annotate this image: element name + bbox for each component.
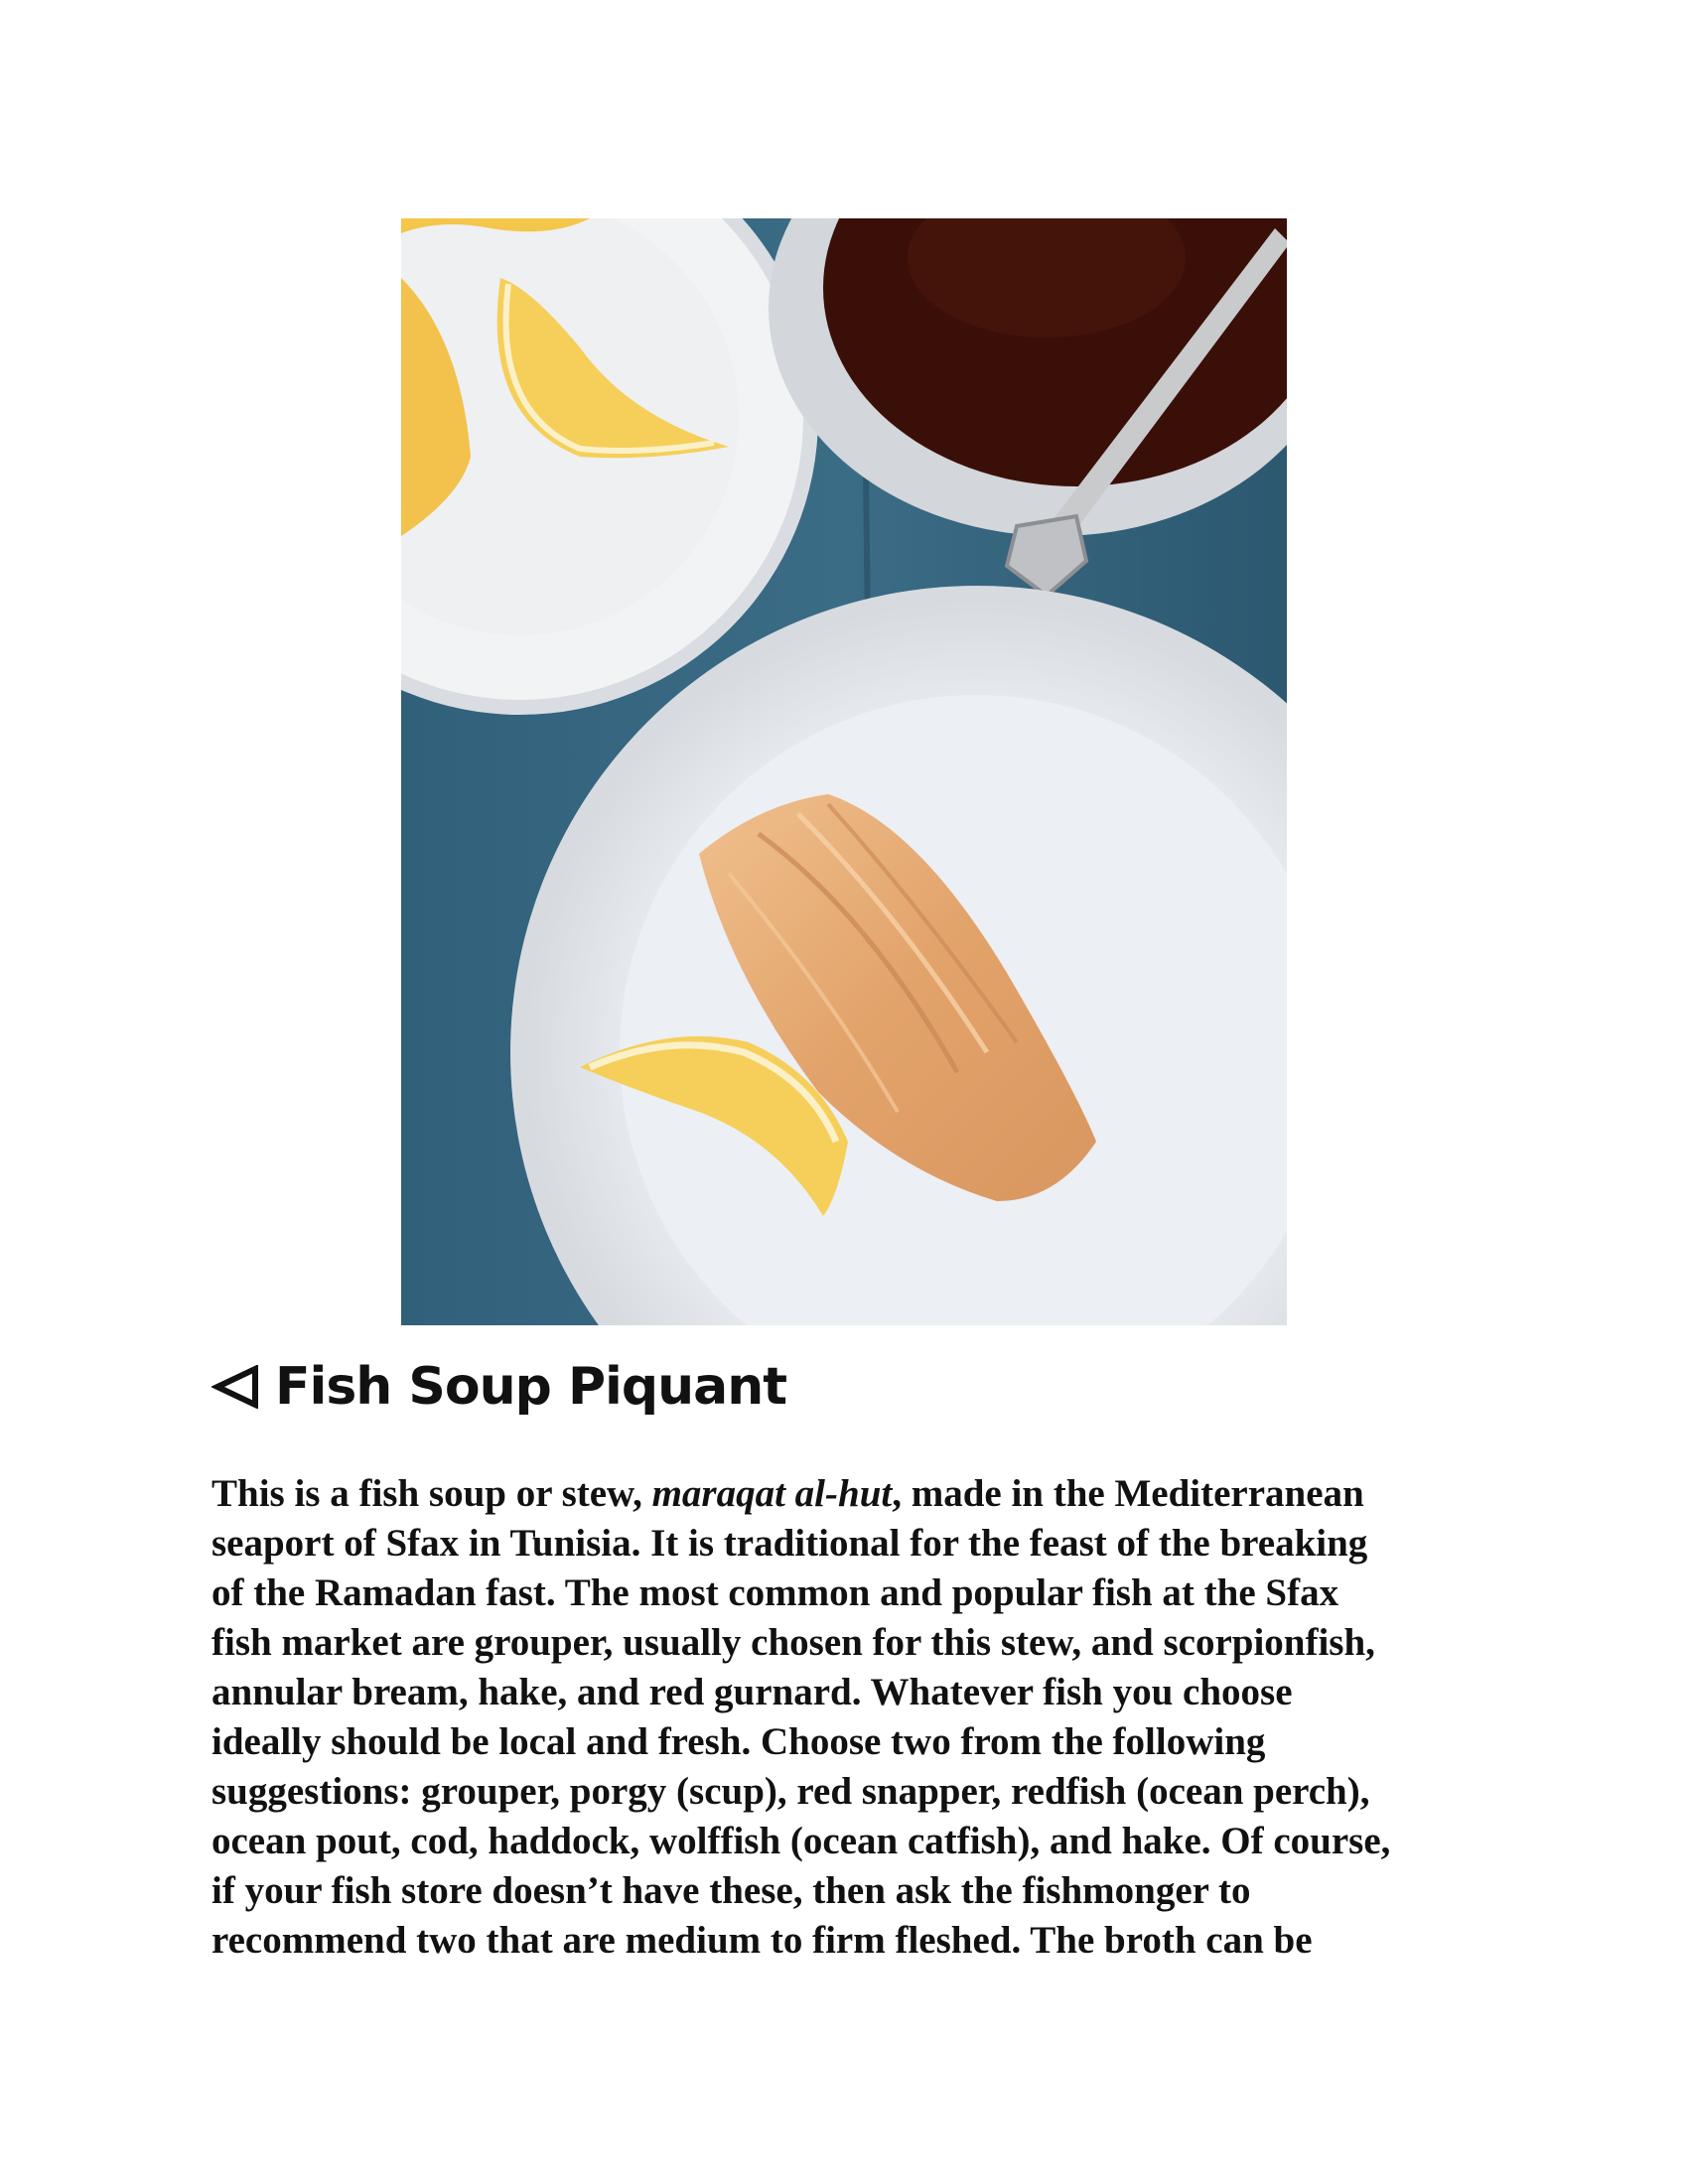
paragraph-line: [211, 1866, 1492, 1916]
line-text: ideally should be local and fresh. Choose two from the following: [211, 1720, 1266, 1763]
line-text: annular bream, hake, and red gurnard. Whatever fish you choose: [211, 1671, 1293, 1713]
line-text: suggestions: grouper, porgy (scup), red snapper, redfish (ocean perch),: [211, 1770, 1370, 1813]
paragraph-line: [211, 1469, 1492, 1519]
line-text: fish market are grouper, usually chosen for this stew, and scorpionfish,: [211, 1621, 1375, 1664]
paragraph-line: [211, 1519, 1492, 1569]
paragraph-line: [211, 1618, 1492, 1668]
line-text: seaport of Sfax in Tunisia. It is traditional for the feast of the breaking: [211, 1522, 1368, 1565]
paragraph-line: [211, 1817, 1492, 1866]
line-text: This is a fish soup or stew,: [211, 1472, 652, 1515]
title-row: [211, 1347, 786, 1427]
line-text: if your fish store doesn’t have these, then ask the fishmonger to: [211, 1869, 1251, 1912]
paragraph-line: [211, 1569, 1492, 1618]
line-text: recommend two that are medium to firm fleshed. The broth can be: [211, 1919, 1313, 1962]
recipe-title: Fish Soup Piquant: [275, 1357, 787, 1417]
recipe-photo: [401, 218, 1287, 1325]
triangle-left-icon[interactable]: [211, 1365, 259, 1409]
line-text: of the Ramadan fast. The most common and popular fish at the Sfax: [211, 1571, 1339, 1614]
paragraph-line: [211, 1916, 1492, 1966]
line-text: ocean pout, cod, haddock, wolffish (ocean catfish), and hake. Of course,: [211, 1820, 1391, 1862]
line-text: , made in the Mediterranean: [892, 1472, 1364, 1515]
paragraph-line: [211, 1717, 1492, 1767]
dish-name-italic: maraqat al-hut: [651, 1472, 893, 1515]
recipe-intro-paragraph: [211, 1469, 1492, 1966]
paragraph-line: [211, 1668, 1492, 1717]
paragraph-line: [211, 1767, 1492, 1817]
